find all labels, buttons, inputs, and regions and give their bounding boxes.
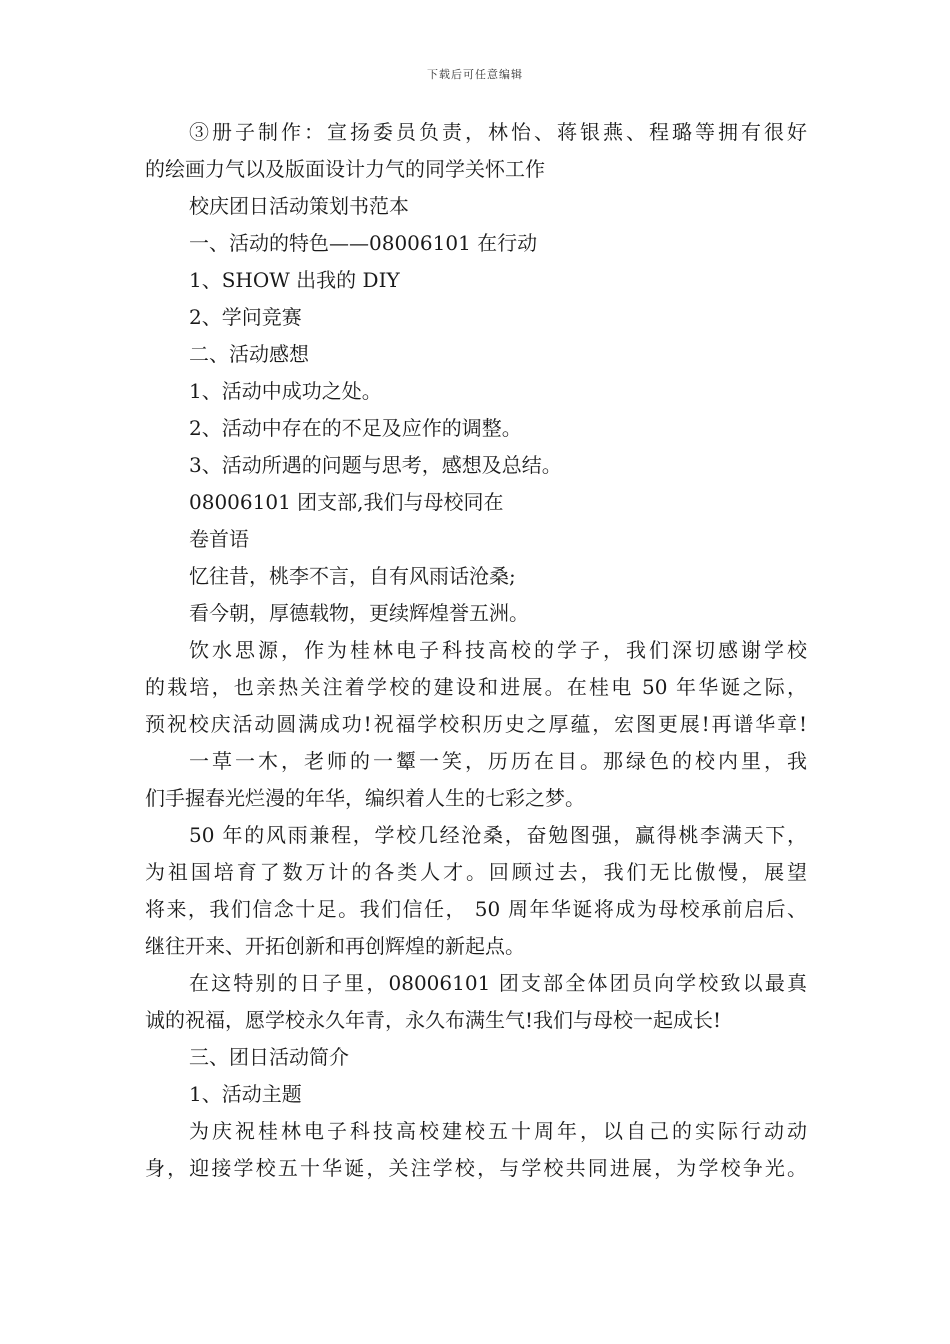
text-line: 一草一木，老师的一颦一笑，历历在目。那绿色的校内里，我 xyxy=(189,749,807,773)
text-line: 继往开来、开拓创新和再创辉煌的新起点。 xyxy=(145,934,525,958)
text-line: 二、活动感想 xyxy=(189,342,309,366)
text-line: 为祖国培育了数万计的各类人才。回顾过去，我们无比傲慢，展望 xyxy=(145,860,807,884)
text-line: 们手握春光烂漫的年华，编织着人生的七彩之梦。 xyxy=(145,786,585,810)
text-line: 预祝校庆活动圆满成功!祝福学校积历史之厚蕴，宏图更展!再谱华章! xyxy=(145,712,807,736)
text-line: 校庆团日活动策划书范本 xyxy=(189,194,409,218)
text-line: 忆往昔，桃李不言，自有风雨话沧桑; xyxy=(189,564,516,588)
text-line: 三、团日活动简介 xyxy=(189,1045,349,1069)
text-line: 饮水思源，作为桂林电子科技高校的学子，我们深切感谢学校 xyxy=(189,638,807,662)
text-line: 2、学问竞赛 xyxy=(189,305,302,329)
text-line: 的栽培，也亲热关注着学校的建设和进展。在桂电 50 年华诞之际， xyxy=(145,675,807,699)
text-line: 08006101 团支部,我们与母校同在 xyxy=(189,490,504,514)
text-line: 1、SHOW 出我的 DIY xyxy=(189,268,400,292)
text-line: 看今朝，厚德载物，更续辉煌誉五洲。 xyxy=(189,601,529,625)
text-line: 卷首语 xyxy=(189,527,249,551)
text-line: 2、活动中存在的不足及应作的调整。 xyxy=(189,416,522,440)
text-line: ③册子制作：宣扬委员负责，林怡、蒋银燕、程璐等拥有很好 xyxy=(189,120,807,144)
text-line: 身，迎接学校五十华诞，关注学校，与学校共同进展，为学校争光。 xyxy=(145,1156,807,1180)
text-line: 的绘画力气以及版面设计力气的同学关怀工作 xyxy=(145,157,545,181)
text-line: 50 年的风雨兼程，学校几经沧桑，奋勉图强，赢得桃李满天下， xyxy=(189,823,807,847)
text-line: 诚的祝福，愿学校永久年青，永久布满生气!我们与母校一起成长! xyxy=(145,1008,722,1032)
text-line: 将来，我们信念十足。我们信任， 50 周年华诞将成为母校承前启后、 xyxy=(145,897,807,921)
text-line: 为庆祝桂林电子科技高校建校五十周年，以自己的实际行动动 xyxy=(189,1119,807,1143)
text-line: 3、活动所遇的问题与思考，感想及总结。 xyxy=(189,453,562,477)
document-body xyxy=(145,114,807,1187)
text-line: 一、活动的特色——08006101 在行动 xyxy=(189,231,538,255)
text-line: 在这特别的日子里，08006101 团支部全体团员向学校致以最真 xyxy=(189,971,807,995)
page-header: 下载后可任意编辑 xyxy=(427,68,523,81)
text-line: 1、活动主题 xyxy=(189,1082,302,1106)
text-line: 1、活动中成功之处。 xyxy=(189,379,382,403)
